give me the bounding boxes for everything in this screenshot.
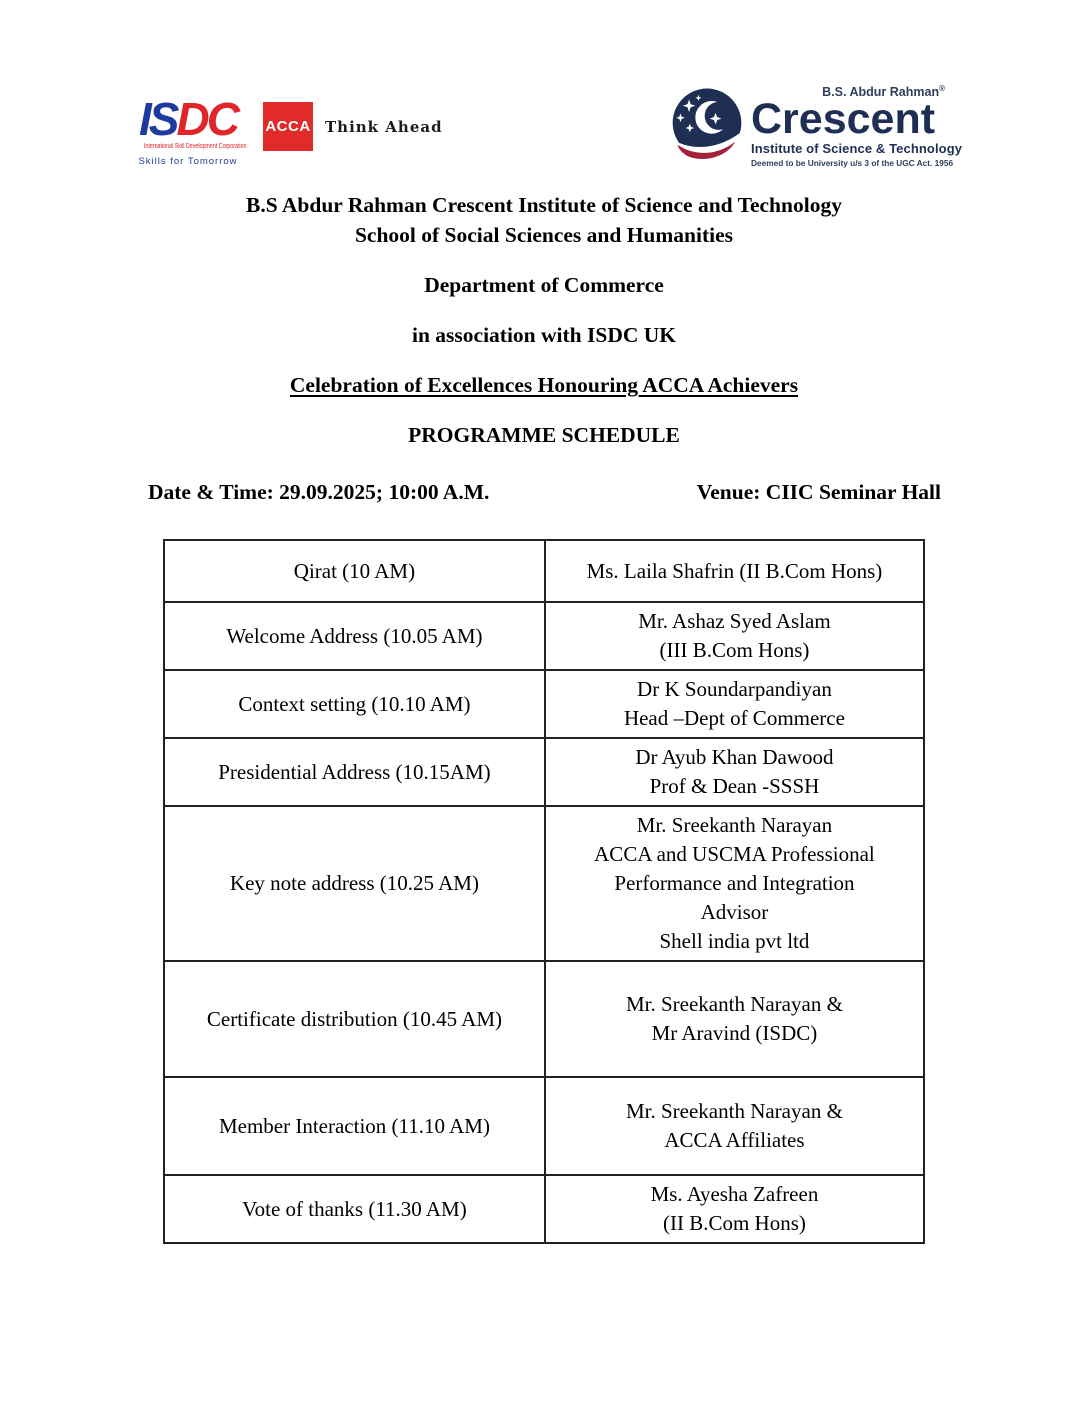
- speaker-cell: [545, 540, 924, 602]
- crescent-subtitle: Institute of Science & Technology: [751, 141, 963, 156]
- speaker-line: ACCA Affiliates: [664, 1128, 805, 1152]
- agenda-item: Welcome Address (10.05 AM): [226, 623, 483, 648]
- speaker-line: Mr Aravind (ISDC): [651, 1021, 818, 1045]
- table-row: [164, 961, 924, 1077]
- school-title: School of Social Sciences and Humanities: [354, 223, 734, 247]
- speaker-line: Ms. Ayesha Zafreen: [650, 1182, 819, 1206]
- speaker-line: Mr. Sreekanth Narayan &: [625, 992, 843, 1016]
- agenda-item: Member Interaction (11.10 AM): [218, 1113, 490, 1138]
- date-time-label: Date & Time: 29.09.2025; 10:00 A.M.: [148, 480, 490, 504]
- agenda-item: Context setting (10.10 AM): [238, 691, 471, 716]
- agenda-item-cell: [164, 602, 545, 670]
- table-row: [164, 540, 924, 602]
- speaker-line: Advisor: [700, 900, 769, 924]
- speaker-line: Performance and Integration: [614, 871, 855, 895]
- speaker-line: (III B.Com Hons): [659, 638, 810, 662]
- crescent-logo: [668, 84, 963, 168]
- programme-schedule-table: [163, 539, 925, 1244]
- isdc-tagline: International Skill Development Corporation: [143, 143, 247, 150]
- agenda-item-cell: [164, 961, 545, 1077]
- speaker-cell: [545, 1077, 924, 1175]
- speaker-line: ACCA and USCMA Professional: [594, 842, 875, 866]
- table-row: [164, 1175, 924, 1243]
- speaker-cell: [545, 602, 924, 670]
- speaker-cell: [545, 1175, 924, 1243]
- table-row: [164, 602, 924, 670]
- speaker-line: Ms. Laila Shafrin (II B.Com Hons): [586, 558, 883, 583]
- speaker-line: (II B.Com Hons): [662, 1211, 806, 1235]
- speaker-line: Dr K Soundarpandiyan: [637, 677, 832, 701]
- department-title: Department of Commerce: [424, 273, 664, 297]
- table-row: [164, 806, 924, 961]
- table-row: [164, 670, 924, 738]
- acca-square-icon: [263, 102, 313, 151]
- crescent-wordmark: Crescent: [751, 95, 936, 144]
- agenda-item: Presidential Address (10.15AM): [218, 759, 491, 784]
- speaker-line: Mr. Sreekanth Narayan: [636, 813, 833, 837]
- agenda-item-cell: [164, 738, 545, 806]
- speaker-cell: [545, 670, 924, 738]
- crescent-brand-name: B.S. Abdur Rahman: [822, 85, 940, 100]
- registered-trademark-icon: ®: [939, 84, 945, 93]
- association-line: in association with ISDC UK: [411, 323, 676, 347]
- agenda-item-cell: [164, 1175, 545, 1243]
- crescent-deemed-line: Deemed to be University u/s 3 of the UGC Act. 1956: [751, 158, 954, 168]
- agenda-item-cell: [164, 540, 545, 602]
- isdc-wordmark: [130, 93, 246, 145]
- agenda-item-cell: [164, 1077, 545, 1175]
- document-header: [0, 190, 1088, 450]
- event-details-row: [0, 480, 1088, 505]
- institute-title: B.S Abdur Rahman Crescent Institute of Science and Technology: [246, 193, 842, 217]
- speaker-cell: [545, 961, 924, 1077]
- venue-label: Venue: CIIC Seminar Hall: [696, 480, 941, 504]
- agenda-item-cell: [164, 806, 545, 961]
- acca-wordmark: ACCA: [265, 118, 311, 135]
- crescent-logo-text: [751, 84, 963, 168]
- event-title: Celebration of Excellences Honouring ACCA Achievers: [289, 373, 799, 397]
- acca-tagline: Think Ahead: [325, 117, 443, 136]
- table-row: [164, 1077, 924, 1175]
- speaker-cell: [545, 806, 924, 961]
- speaker-line: Mr. Sreekanth Narayan &: [625, 1099, 843, 1123]
- agenda-item: Certificate distribution (10.45 AM): [206, 1006, 502, 1031]
- speaker-cell: [545, 738, 924, 806]
- isdc-logo: [130, 93, 247, 167]
- crescent-moon-emblem-icon: [668, 87, 746, 165]
- table-row: [164, 738, 924, 806]
- isdc-slogan: Skills for Tomorrow: [138, 156, 238, 167]
- speaker-line: Mr. Ashaz Syed Aslam: [638, 609, 831, 633]
- isdc-wordmark-blue: IS: [139, 93, 177, 145]
- acca-logo: [263, 102, 443, 151]
- isdc-wordmark-red: DC: [176, 93, 237, 145]
- speaker-line: Shell india pvt ltd: [659, 929, 810, 953]
- programme-schedule-title: PROGRAMME SCHEDULE: [408, 423, 680, 447]
- speaker-line: Head –Dept of Commerce: [623, 706, 845, 730]
- agenda-item: Key note address (10.25 AM): [229, 871, 479, 895]
- speaker-line: Dr Ayub Khan Dawood: [635, 745, 834, 769]
- speaker-line: Prof & Dean -SSSH: [649, 774, 820, 798]
- agenda-item: Qirat (10 AM): [293, 558, 416, 583]
- agenda-item: Vote of thanks (11.30 AM): [242, 1196, 467, 1221]
- agenda-item-cell: [164, 670, 545, 738]
